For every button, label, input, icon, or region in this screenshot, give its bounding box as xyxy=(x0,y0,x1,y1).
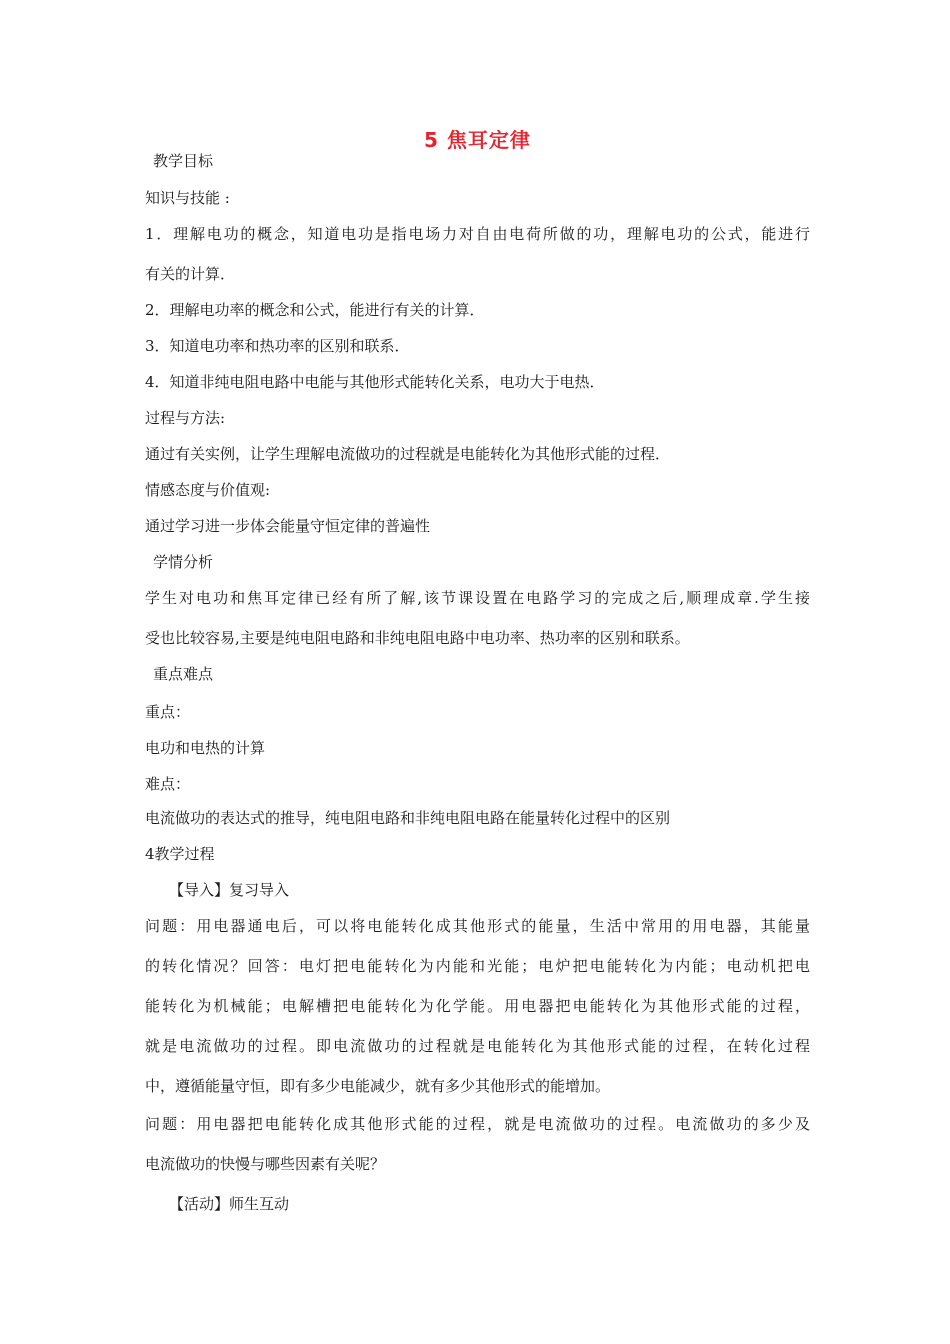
paragraph-line: 学生对电功和焦耳定律已经有所了解,该节课设置在电路学习的完成之后,顺理成章.学生接 xyxy=(145,589,810,607)
paragraph-line: 受也比较容易,主要是纯电阻电路和非纯电阻电路中电功率、热功率的区别和联系。 xyxy=(145,629,690,647)
heading-intro: 【导入】复习导入 xyxy=(169,881,290,899)
heading-teaching-goals: 教学目标 xyxy=(153,152,214,170)
paragraph-line: 电流做功的表达式的推导，纯电阻电路和非纯电阻电路在能量转化过程中的区别 xyxy=(145,809,671,827)
paragraph-line: 通过有关实例，让学生理解电流做功的过程就是电能转化为其他形式能的过程． xyxy=(145,445,671,463)
paragraph-line: 2．理解电功率的概念和公式，能进行有关的计算． xyxy=(145,301,485,319)
heading-key-points: 重点： xyxy=(145,703,191,721)
heading-key-difficult: 重点难点 xyxy=(153,665,214,683)
paragraph-line: 3．知道电功率和热功率的区别和联系． xyxy=(145,337,410,355)
heading-activity: 【活动】师生互动 xyxy=(169,1195,290,1213)
paragraph-line: 1．理解电功的概念，知道电功是指电场力对自由电荷所做的功，理解电功的公式，能进行 xyxy=(145,225,810,243)
paragraph-line: 的转化情况？回答：电灯把电能转化为内能和光能；电炉把电能转化为内能；电动机把电 xyxy=(145,957,810,975)
paragraph-line: 中，遵循能量守恒，即有多少电能减少，就有多少其他形式的能增加。 xyxy=(145,1077,611,1095)
heading-student-analysis: 学情分析 xyxy=(153,553,214,571)
paragraph-line: 就是电流做功的过程。即电流做功的过程就是电能转化为其他形式能的过程，在转化过程 xyxy=(145,1037,810,1055)
paragraph-line: 通过学习进一步体会能量守恒定律的普遍性 xyxy=(145,517,431,535)
paragraph-line: 电流做功的快慢与哪些因素有关呢？ xyxy=(145,1155,386,1173)
heading-emotion-values: 情感态度与价值观: xyxy=(145,481,271,499)
heading-difficult-points: 难点： xyxy=(145,775,191,793)
heading-knowledge-skills: 知识与技能 : xyxy=(145,189,230,207)
paragraph-line: 电功和电热的计算 xyxy=(145,739,266,757)
document-title: 5 焦耳定律 xyxy=(424,128,531,152)
heading-process-method: 过程与方法: xyxy=(145,409,226,427)
paragraph-line: 能转化为机械能；电解槽把电能转化为化学能。用电器把电能转化为其他形式能的过程， xyxy=(145,997,810,1015)
paragraph-line: 4．知道非纯电阻电路中电能与其他形式能转化关系，电功大于电热． xyxy=(145,373,605,391)
heading-teaching-process: 4教学过程 xyxy=(145,845,215,863)
paragraph-line: 有关的计算． xyxy=(145,265,236,283)
paragraph-line: 问题：用电器通电后，可以将电能转化成其他形式的能量，生活中常用的用电器，其能量 xyxy=(145,917,810,935)
paragraph-line: 问题：用电器把电能转化成其他形式能的过程，就是电流做功的过程。电流做功的多少及 xyxy=(145,1115,810,1133)
